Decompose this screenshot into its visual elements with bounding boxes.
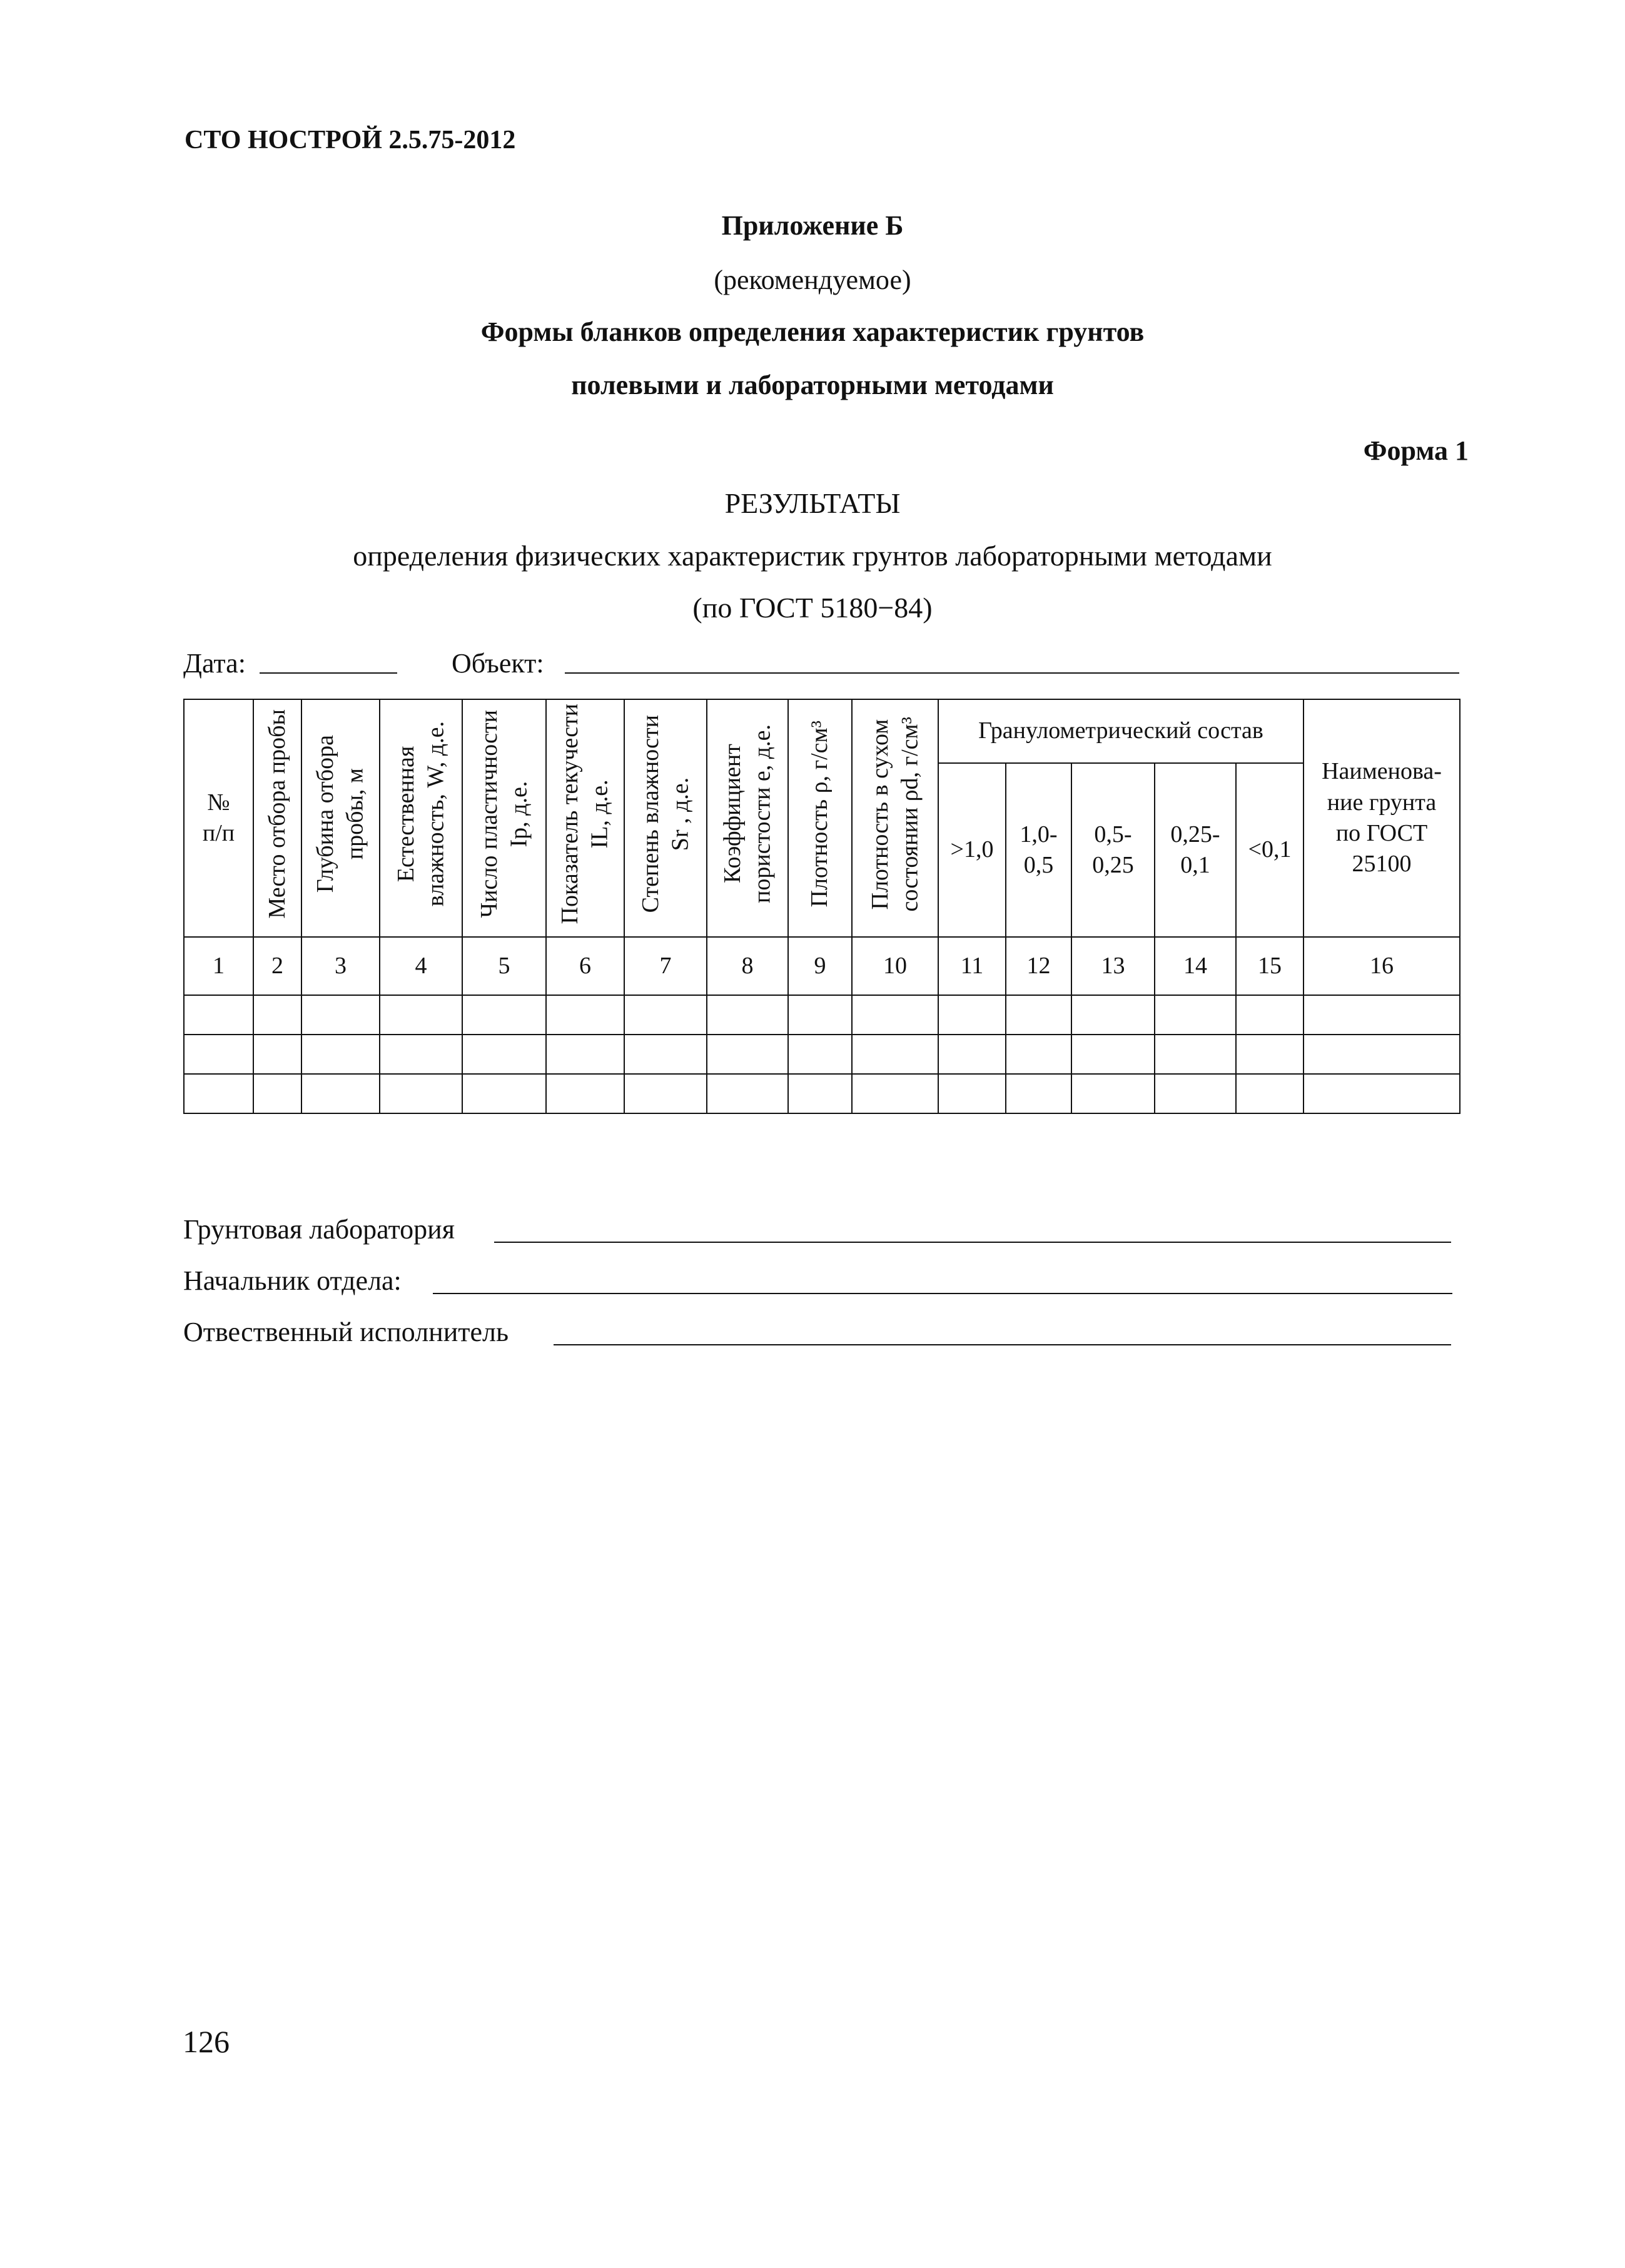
- results-table: [183, 699, 1460, 1114]
- table-cell[interactable]: [301, 1074, 380, 1113]
- table-cell[interactable]: [624, 1035, 707, 1074]
- table-cell[interactable]: [852, 1035, 938, 1074]
- table-cell[interactable]: [1236, 1074, 1304, 1113]
- appendix-title: Приложение Б: [721, 210, 904, 241]
- column-number: 7: [624, 937, 707, 995]
- page-number: 126: [183, 2024, 230, 2059]
- table-row: [184, 995, 1460, 1035]
- form-label: Форма 1: [1363, 435, 1469, 466]
- table-cell[interactable]: [1155, 1035, 1236, 1074]
- table-cell[interactable]: [1006, 995, 1071, 1035]
- table-cell[interactable]: [1236, 995, 1304, 1035]
- table-cell[interactable]: [624, 1074, 707, 1113]
- table-cell[interactable]: [462, 995, 546, 1035]
- column-number: 2: [253, 937, 301, 995]
- table-cell[interactable]: [1304, 1035, 1460, 1074]
- head-label: Начальник отдела:: [183, 1265, 402, 1296]
- col-header-9: Плотность ρ, г/см³: [788, 699, 852, 937]
- table-cell[interactable]: [938, 1074, 1006, 1113]
- column-number: 3: [301, 937, 380, 995]
- table-row: [184, 1035, 1460, 1074]
- table-cell[interactable]: [788, 995, 852, 1035]
- form-gost: (по ГОСТ 5180−84): [692, 592, 933, 624]
- table-cell[interactable]: [546, 1074, 624, 1113]
- appendix-subtitle: (рекомендуемое): [714, 265, 911, 295]
- col-header-7: Степень влажности Sr , д.е.: [624, 699, 707, 937]
- date-field[interactable]: [260, 672, 397, 674]
- column-number: 8: [707, 937, 788, 995]
- table-cell[interactable]: [788, 1035, 852, 1074]
- form-subtitle: определения физических характеристик грунтов лабораторными методами: [353, 540, 1272, 572]
- table-cell[interactable]: [184, 1074, 253, 1113]
- col-header-10: Плотность в сухом состоянии ρd, г/см³: [852, 699, 938, 937]
- header-row-top: [184, 699, 1460, 763]
- standard-code: СТО НОСТРОЙ 2.5.75-2012: [185, 126, 516, 154]
- col-header-8: Коэффициент пористости е, д.е.: [707, 699, 788, 937]
- table-cell[interactable]: [938, 995, 1006, 1035]
- table-cell[interactable]: [1155, 995, 1236, 1035]
- col-header-4: Естественная влажность, W, д.е.: [380, 699, 462, 937]
- executor-label: Отвественный исполнитель: [183, 1317, 509, 1347]
- head-field[interactable]: [433, 1293, 1452, 1294]
- table-cell[interactable]: [462, 1035, 546, 1074]
- form-title: РЕЗУЛЬТАТЫ: [724, 487, 901, 519]
- object-label: Объект:: [452, 648, 544, 679]
- table-cell[interactable]: [253, 995, 301, 1035]
- granulometry-col-14: 0,25- 0,1: [1155, 763, 1236, 937]
- table-cell[interactable]: [1071, 995, 1155, 1035]
- granulometry-col-13: 0,5- 0,25: [1071, 763, 1155, 937]
- table-cell[interactable]: [788, 1074, 852, 1113]
- table-cell[interactable]: [1155, 1074, 1236, 1113]
- object-field[interactable]: [565, 672, 1459, 674]
- table-cell[interactable]: [707, 1074, 788, 1113]
- appendix-heading-line1: Формы бланков определения характеристик грунтов: [480, 316, 1145, 347]
- executor-field[interactable]: [554, 1344, 1451, 1345]
- column-number: 13: [1071, 937, 1155, 995]
- table-row: [184, 1074, 1460, 1113]
- table-cell[interactable]: [462, 1074, 546, 1113]
- column-number: 12: [1006, 937, 1071, 995]
- table-cell[interactable]: [1006, 1074, 1071, 1113]
- table-cell[interactable]: [546, 1035, 624, 1074]
- table-cell[interactable]: [938, 1035, 1006, 1074]
- granulometry-col-11: >1,0: [938, 763, 1006, 937]
- column-number: 1: [184, 937, 253, 995]
- table-cell[interactable]: [1236, 1035, 1304, 1074]
- granulometry-col-15: <0,1: [1236, 763, 1304, 937]
- table-cell[interactable]: [624, 995, 707, 1035]
- lab-field[interactable]: [494, 1242, 1451, 1243]
- table-cell[interactable]: [253, 1035, 301, 1074]
- table-cell[interactable]: [707, 995, 788, 1035]
- table-cell[interactable]: [253, 1074, 301, 1113]
- table-cell[interactable]: [1071, 1035, 1155, 1074]
- table-cell[interactable]: [707, 1035, 788, 1074]
- column-number: 5: [462, 937, 546, 995]
- appendix-heading-line2: полевыми и лабораторными методами: [571, 370, 1054, 400]
- column-number: 9: [788, 937, 852, 995]
- granulometry-col-12: 1,0- 0,5: [1006, 763, 1071, 937]
- table-cell[interactable]: [380, 1035, 462, 1074]
- column-number: 14: [1155, 937, 1236, 995]
- table-cell[interactable]: [184, 1035, 253, 1074]
- table-cell[interactable]: [1304, 1074, 1460, 1113]
- date-label: Дата:: [183, 648, 246, 679]
- column-number: 16: [1304, 937, 1460, 995]
- column-number: 4: [380, 937, 462, 995]
- col-header-1: № п/п: [184, 699, 253, 937]
- col-header-6: Показатель текучести IL, д.е.: [546, 699, 624, 937]
- table-cell[interactable]: [380, 1074, 462, 1113]
- table-cell[interactable]: [852, 1074, 938, 1113]
- table-cell[interactable]: [852, 995, 938, 1035]
- table-cell[interactable]: [184, 995, 253, 1035]
- table-cell[interactable]: [301, 995, 380, 1035]
- table-cell[interactable]: [546, 995, 624, 1035]
- granulometry-header: Гранулометрический состав: [938, 699, 1304, 763]
- col-header-2: Место отбора пробы: [253, 699, 301, 937]
- column-number-row: [184, 937, 1460, 995]
- table-cell[interactable]: [1304, 995, 1460, 1035]
- col-header-5: Число пластичности Ip, д.е.: [462, 699, 546, 937]
- table-cell[interactable]: [1071, 1074, 1155, 1113]
- soil-name-header: Наименова- ние грунта по ГОСТ 25100: [1304, 699, 1460, 937]
- column-number: 6: [546, 937, 624, 995]
- column-number: 11: [938, 937, 1006, 995]
- table-cell[interactable]: [1006, 1035, 1071, 1074]
- table-cell[interactable]: [301, 1035, 380, 1074]
- column-number: 15: [1236, 937, 1304, 995]
- lab-label: Грунтовая лаборатория: [183, 1214, 455, 1245]
- col-header-3: Глубина отбора пробы, м: [301, 699, 380, 937]
- column-number: 10: [852, 937, 938, 995]
- table-cell[interactable]: [380, 995, 462, 1035]
